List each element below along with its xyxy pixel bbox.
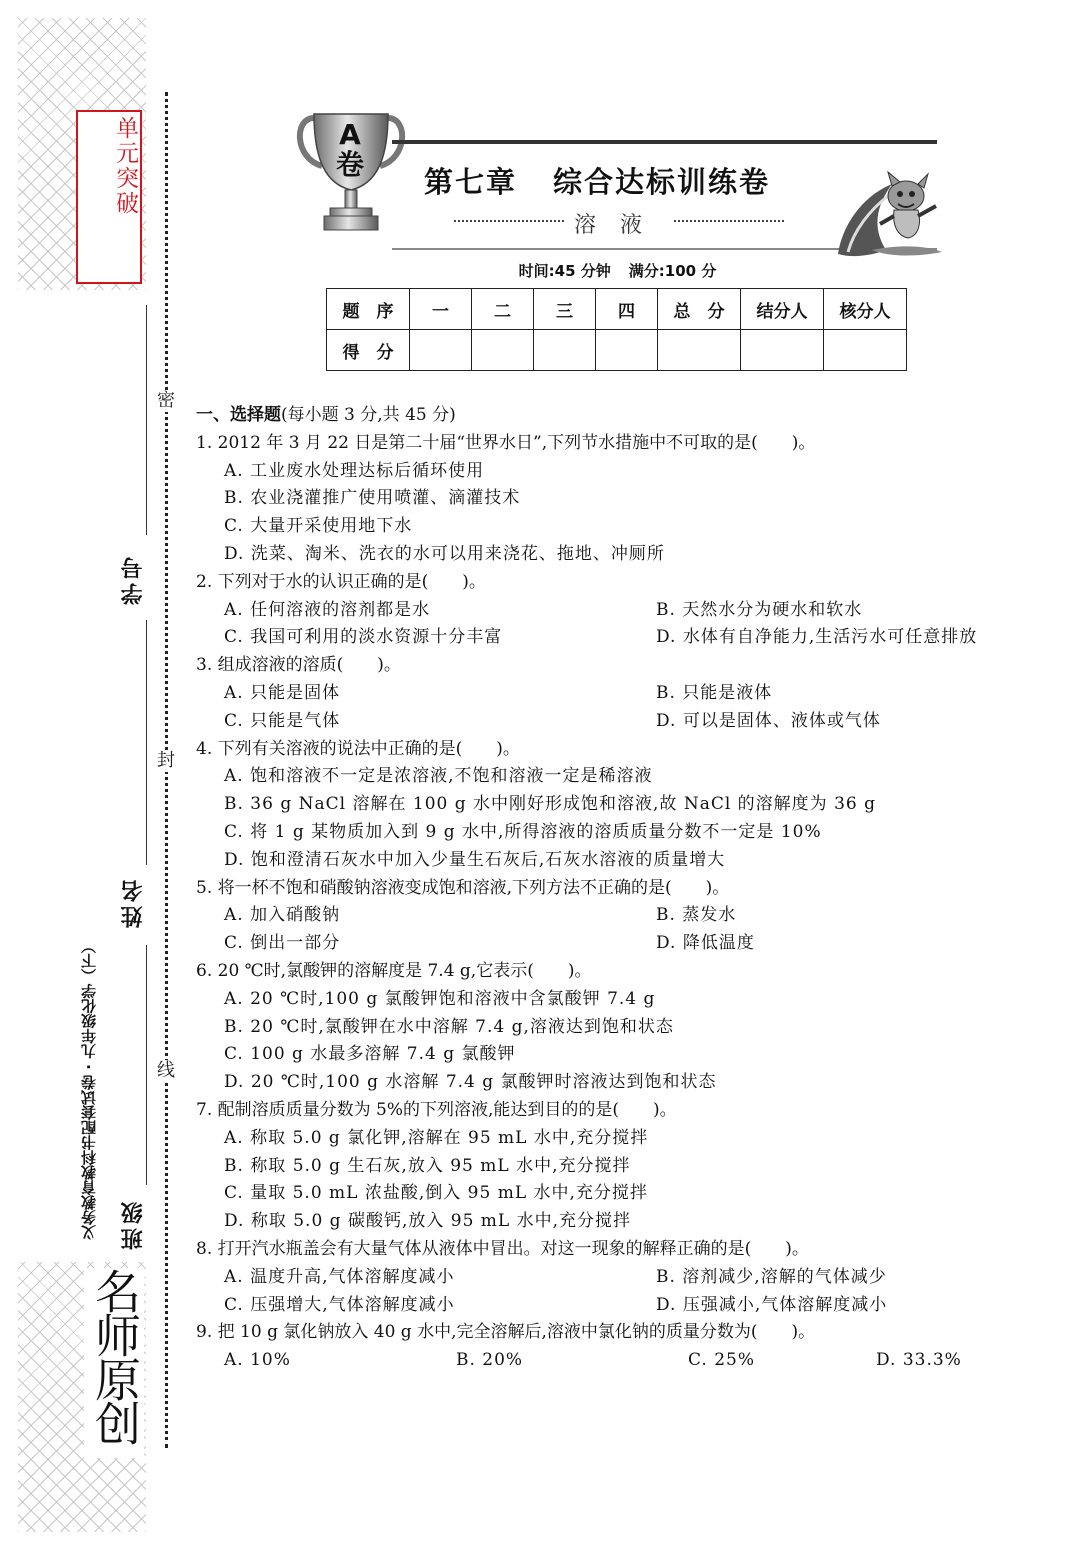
option-row — [196, 1180, 1046, 1208]
answer-option: A. 任何溶液的溶剂都是水 — [224, 599, 431, 620]
score-cell[interactable] — [472, 330, 534, 371]
student-id-label: 学号 — [121, 553, 146, 605]
question-stem: 4. 下列有关溶液的说法中正确的是( )。 — [196, 738, 520, 759]
score-cell[interactable] — [596, 330, 658, 371]
score-cell[interactable] — [410, 330, 472, 371]
name-blank — [146, 620, 147, 865]
answer-option: C. 倒出一部分 — [224, 933, 341, 954]
question-stem: 7. 配制溶质质量分数为 5%的下列溶液,能达到目的的是( )。 — [196, 1099, 677, 1120]
score-cell[interactable] — [658, 330, 741, 371]
answer-option: B. 天然水分为硬水和软水 — [656, 599, 863, 620]
option-row — [196, 819, 1046, 847]
class-blank — [146, 945, 147, 1185]
unit-breakthrough-label: 单元突破 — [76, 110, 142, 284]
seal-mark-xian: 线 — [157, 1060, 175, 1081]
time-and-score-info — [0, 260, 1065, 281]
option-row — [196, 1208, 1046, 1236]
answer-option: C. 100 g 水最多溶解 7.4 g 氯酸钾 — [224, 1044, 516, 1065]
answer-option: D. 水体有自净能力,生活污水可任意排放 — [656, 627, 978, 648]
answer-option: A. 只能是固体 — [224, 682, 341, 703]
answer-option: B. 20 ℃时,氯酸钾在水中溶解 7.4 g,溶液达到饱和状态 — [224, 1016, 674, 1037]
question-stem: 1. 2012 年 3 月 22 日是第二十届“世界水日”,下列节水措施中不可取的是( )。 — [196, 432, 816, 453]
class-label: 班级 — [121, 1198, 146, 1250]
brand-logo-text: 名师原创 — [84, 1268, 144, 1458]
answer-option: B. 溶剂减少,溶解的气体减少 — [656, 1266, 887, 1287]
answer-option: A. 温度升高,气体溶解度减小 — [224, 1266, 455, 1287]
score-header-cell: 结分人 — [741, 289, 824, 330]
subtitle-dots-left — [454, 220, 564, 222]
option-row — [196, 1292, 1046, 1320]
answer-option: D. 可以是固体、液体或气体 — [656, 710, 881, 731]
answer-option: B. 蒸发水 — [656, 905, 737, 926]
answer-option: D. 20 ℃时,100 g 水溶解 7.4 g 氯酸钾时溶液达到饱和状态 — [224, 1072, 717, 1093]
option-row — [196, 624, 1046, 652]
answer-option: D. 压强减小,气体溶解度减小 — [656, 1294, 888, 1315]
option-row — [196, 1041, 1046, 1069]
answer-option: B. 称取 5.0 g 生石灰,放入 95 mL 水中,充分搅拌 — [224, 1155, 631, 1176]
answer-option: A. 20 ℃时,100 g 氯酸钾饱和溶液中含氯酸钾 7.4 g — [224, 988, 656, 1009]
full-score: 满分:100 分 — [628, 262, 717, 280]
option-row — [196, 1069, 1046, 1097]
option-row — [196, 1347, 1046, 1375]
section-heading: 一、选择题(每小题 3 分,共 45 分) — [196, 405, 456, 425]
answer-option: A. 10% — [224, 1350, 291, 1371]
answer-option: C. 我国可利用的淡水资源十分丰富 — [224, 627, 503, 648]
score-header-cell: 二 — [472, 289, 534, 330]
score-header-cell: 一 — [410, 289, 472, 330]
answer-option: B. 36 g NaCl 溶解在 100 g 水中刚好形成饱和溶液,故 NaCl 的溶解度为 36 g — [224, 794, 877, 815]
question-stem: 3. 组成溶液的溶质( )。 — [196, 655, 401, 676]
option-row — [196, 513, 1046, 541]
score-header-cell: 核分人 — [824, 289, 907, 330]
option-row — [196, 791, 1046, 819]
answer-option: D. 降低温度 — [656, 933, 755, 954]
score-cell[interactable] — [824, 330, 907, 371]
option-row — [196, 485, 1046, 513]
seal-mark-mi: 密 — [157, 390, 175, 411]
answer-option: C. 只能是气体 — [224, 710, 341, 731]
title-rule-top — [392, 140, 937, 144]
option-row — [196, 680, 1046, 708]
answer-option: B. 农业浇灌推广使用喷灌、滴灌技术 — [224, 488, 521, 509]
answer-option: C. 压强增大,气体溶解度减小 — [224, 1294, 455, 1315]
answer-option: B. 只能是液体 — [656, 682, 773, 703]
score-table-header-row — [327, 289, 907, 330]
answer-option: C. 将 1 g 某物质加入到 9 g 水中,所得溶液的溶质质量分数不一定是 10% — [224, 821, 822, 842]
subtitle-row — [454, 208, 784, 236]
answer-option: C. 25% — [688, 1350, 755, 1371]
score-header-cell: 题 序 — [327, 289, 410, 330]
option-row — [196, 930, 1046, 958]
answer-option: A. 工业废水处理达标后循环使用 — [224, 460, 485, 481]
paper-version-badge: A 卷 — [335, 118, 364, 181]
option-row — [196, 541, 1046, 569]
score-table — [326, 288, 907, 371]
page-title: 第七章 综合达标训练卷 — [424, 165, 771, 199]
chapter-subtitle: 溶液 — [573, 213, 666, 238]
exam-time: 时间:45 分钟 — [518, 262, 611, 280]
score-table-score-row — [327, 330, 907, 371]
score-header-cell: 总 分 — [658, 289, 741, 330]
question-stem: 6. 20 ℃时,氯酸钾的溶解度是 7.4 g,它表示( )。 — [196, 960, 592, 981]
answer-option: D. 33.3% — [876, 1350, 962, 1371]
name-label: 姓名 — [121, 876, 146, 928]
option-row — [196, 986, 1046, 1014]
question-list — [196, 402, 1046, 1375]
seal-mark-feng: 封 — [157, 750, 175, 771]
answer-option: A. 称取 5.0 g 氯化钾,溶解在 95 mL 水中,充分搅拌 — [224, 1127, 649, 1148]
option-row — [196, 1014, 1046, 1042]
exam-header — [292, 110, 944, 260]
score-header-cell: 三 — [534, 289, 596, 330]
question-stem: 5. 将一杯不饱和硝酸钠溶液变成饱和溶液,下列方法不正确的是( )。 — [196, 877, 730, 898]
question-stem: 2. 下列对于水的认识正确的是( )。 — [196, 571, 486, 592]
series-title: 义务教育教科书配套试卷 · 九年级化学（下） — [80, 938, 98, 1240]
option-row — [196, 458, 1046, 486]
answer-option: D. 洗菜、淘米、洗衣的水可以用来浇花、拖地、冲厕所 — [224, 543, 665, 564]
answer-option: D. 饱和澄清石灰水中加入少量生石灰后,石灰水溶液的质量增大 — [224, 849, 726, 870]
option-row — [196, 708, 1046, 736]
option-row — [196, 1264, 1046, 1292]
answer-option: A. 饱和溶液不一定是浓溶液,不饱和溶液一定是稀溶液 — [224, 766, 653, 787]
score-cell[interactable] — [741, 330, 824, 371]
score-row-label: 得 分 — [327, 330, 410, 371]
option-row — [196, 763, 1046, 791]
option-row — [196, 597, 1046, 625]
score-header-cell: 四 — [596, 289, 658, 330]
subtitle-dots-right — [674, 220, 784, 222]
option-row — [196, 902, 1046, 930]
answer-option: C. 量取 5.0 mL 浓盐酸,倒入 95 mL 水中,充分搅拌 — [224, 1183, 648, 1204]
question-stem: 9. 把 10 g 氯化钠放入 40 g 水中,完全溶解后,溶液中氯化钠的质量分数为( )。 — [196, 1322, 816, 1343]
surfing-cat-mascot-icon — [832, 166, 944, 258]
option-row — [196, 1125, 1046, 1153]
answer-option: A. 加入硝酸钠 — [224, 905, 341, 926]
option-row — [196, 847, 1046, 875]
answer-option: C. 大量开采使用地下水 — [224, 516, 413, 537]
student-id-blank — [146, 305, 147, 535]
answer-option: D. 称取 5.0 g 碳酸钙,放入 95 mL 水中,充分搅拌 — [224, 1211, 632, 1232]
answer-option: B. 20% — [456, 1350, 524, 1371]
option-row — [196, 1153, 1046, 1181]
question-stem: 8. 打开汽水瓶盖会有大量气体从液体中冒出。对这一现象的解释正确的是( )。 — [196, 1238, 809, 1259]
score-cell[interactable] — [534, 330, 596, 371]
